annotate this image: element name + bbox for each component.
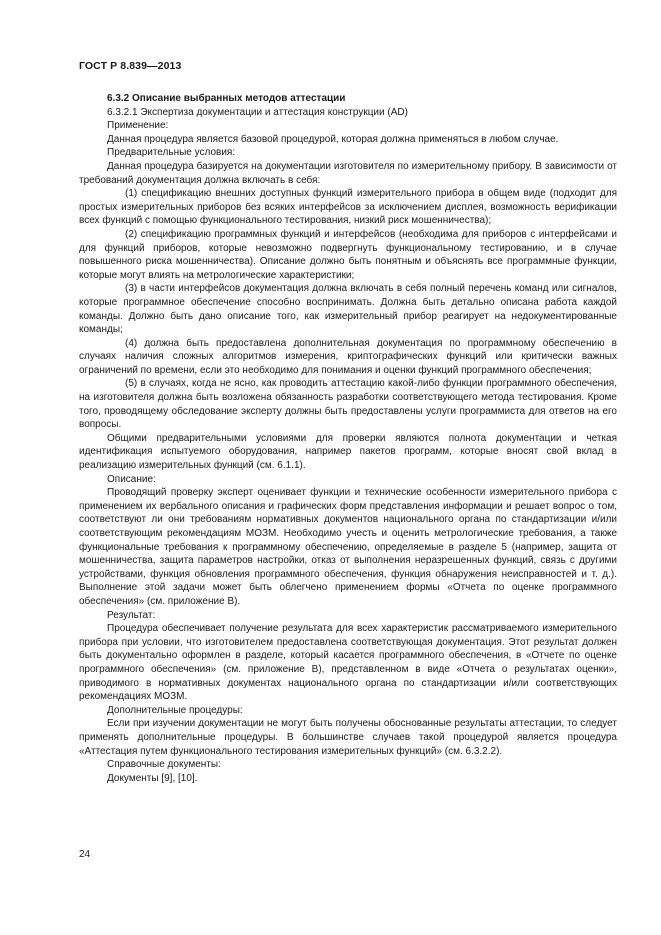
- paragraph-reference-documents: Документы [9], [10].: [107, 772, 198, 784]
- label-prerequisites: Предварительные условия:: [107, 147, 236, 159]
- section-heading: 6.3.2 Описание выбранных методов аттестации: [107, 93, 346, 104]
- paragraph-description: Проводящий проверку эксперт оценивает функции и технические особенности измерительного прибора с применением их вербального описания и графических форм представления информации и решает вопрос о том, соответствуют ли они требованиям нормативных документов национального органа по стандартизации и/или соответствующим рекомендациям МОЗМ. Необходимо учесть и оценить метрологические требования, а также функциональные требования к программному обеспечению, определяемые в разделе 5 (например, защита от мошенничества, защита параметров настройки, отказ от выполнения неразрешенных функций, связь с другими устройствами, функция обновления программного обеспечения, функция обнаружения неисправностей и т. д.). Выполнение этой задачи может быть облегчено применением формы «Отчета по оценке программного обеспечения» (см. приложение В).: [79, 487, 617, 607]
- label-reference-documents: Справочные документы:: [107, 759, 221, 771]
- list-item-5: (5) в случаях, когда не ясно, как проводить аттестацию какой-либо функции программного обеспечения, на изготовителя должна быть возложена обязанность разработки соответствующего метода тестирования. Кроме того, проводящему обследование эксперту должны быть предоставлены услуги программиста для ответов на его вопросы.: [79, 378, 617, 431]
- list-item-2: (2) спецификацию программных функций и интерфейсов (необходима для приборов с интерфейсами и для функций приборов, которые невозможно подвергнуть функциональному тестированию, и в случае повышенного риска мошенничества). Описание должно быть понятным и объяснять все программные функции, которые могут влиять на метрологические характеристики;: [79, 228, 617, 281]
- paragraph-prerequisites: Данная процедура базируется на документации изготовителя по измерительному прибору. В зависимости от требований документация должна включать в себя:: [79, 160, 617, 186]
- list-item-3: (3) в части интерфейсов документация должна включать в себя полный перечень команд или сигналов, которые программное обеспечение способно воспринимать. Должна быть детально описана работа каждой команды. Должно быть дано описание того, как измерительный прибор реагирует на недокументированные команды;: [79, 283, 617, 336]
- page-number: 24: [79, 849, 91, 860]
- paragraph-result: Процедура обеспечивает получение результата для всех характеристик рассматриваемого измерительного прибора при условии, что изготовителем предоставлена соответствующая документация. Этот результат должен быть документально оформлен в разделе, который касается программного обеспечения, в «Отчете по оценке программного обеспечения» (см. приложение В), представленном в виде «Отчета о результатах оценки», приводимого в нормативных документах национального органа по стандартизации и/или соответствующих рекомендациях МОЗМ.: [79, 623, 617, 703]
- list-item-4: (4) должна быть предоставлена дополнительная документация по программному обеспечению в случаях наличия сложных алгоритмов измерения, криптографических функций или критически важных ограничений по времени, если это необходимо для понимания и оценки функций программного обеспечения;: [79, 337, 617, 376]
- label-result: Результат:: [107, 609, 156, 621]
- document-body: [79, 92, 617, 785]
- label-description: Описание:: [107, 473, 156, 485]
- paragraph-additional-procedures: Если при изучении документации не могут быть получены обоснованные результаты аттестации, то следует применять дополнительные процедуры. В большинстве случаев такой процедурой является процедура «Аттестация путем функционального тестирования измерительных функций» (см. 6.3.2.2).: [79, 718, 617, 757]
- list-item-1: (1) спецификацию внешних доступных функций измерительного прибора в общем виде (подходит для простых измерительных приборов без всяких интерфейсов за исключением дисплея, возможность верификации всех функций с помощью функционального тестирования, низкий риск мошенничества);: [79, 188, 617, 227]
- paragraph-application: Данная процедура является базовой процедурой, которая должна применяться в любом случае.: [107, 133, 559, 145]
- paragraph-general-prerequisites: Общими предварительными условиями для проверки являются полнота документации и четкая идентификация испытуемого оборудования, например пакетов программ, которые вносят свой вклад в реализацию измерительных функций (см. 6.1.1).: [79, 432, 617, 472]
- label-application: Применение:: [107, 120, 169, 132]
- page-header-standard-code: ГОСТ Р 8.839—2013: [79, 60, 182, 72]
- label-additional-procedures: Дополнительные процедуры:: [107, 704, 243, 716]
- subsection-heading: 6.3.2.1 Экспертиза документации и аттестация конструкции (AD): [107, 106, 408, 118]
